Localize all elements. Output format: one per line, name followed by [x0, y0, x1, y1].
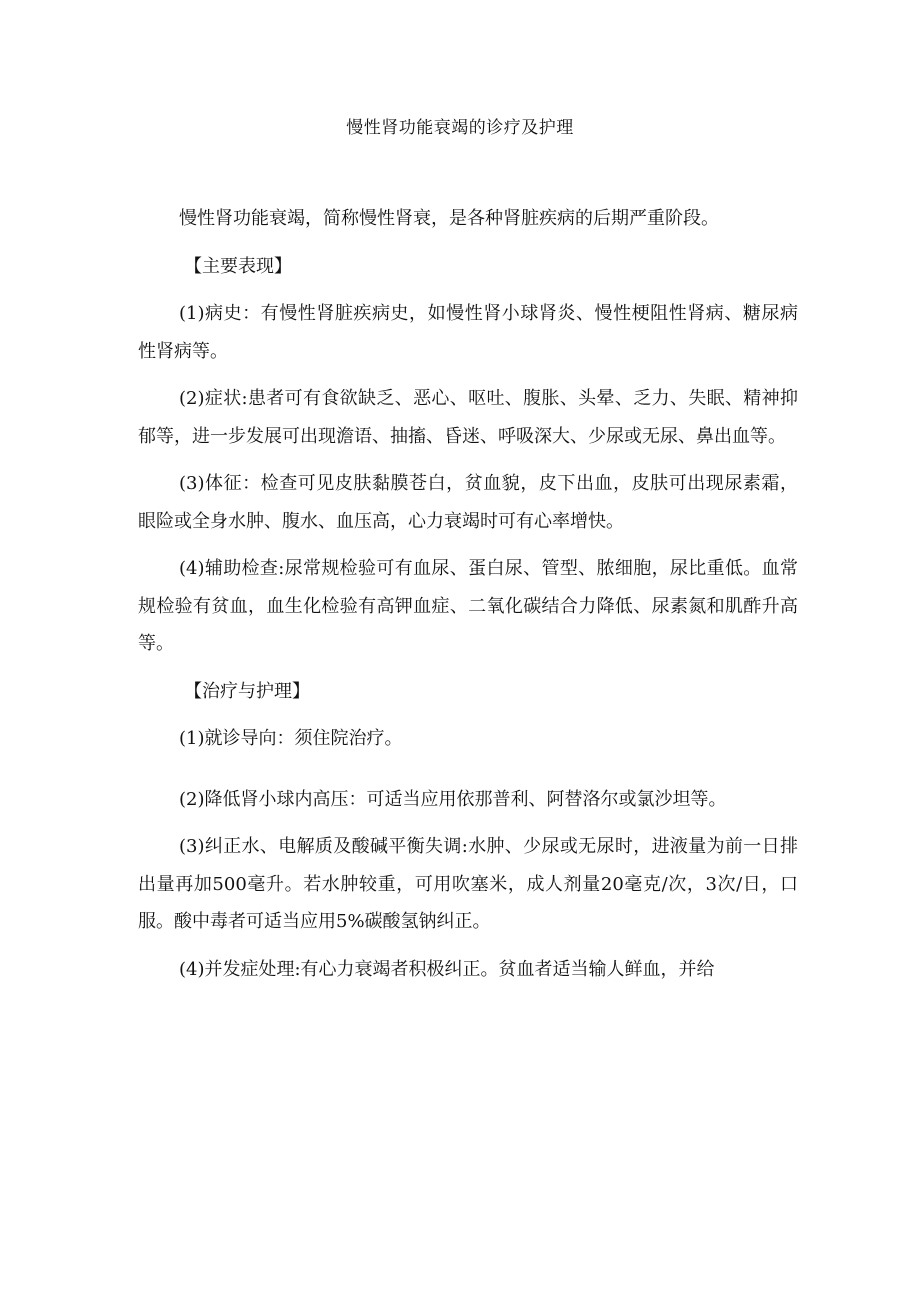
paragraph-history: (1)病史：有慢性肾脏疾病史，如慢性肾小球肾炎、慢性梗阻性肾病、糖尿病性肾病等。 [138, 303, 798, 362]
paragraph-signs: (3)体征：检查可见皮肤黏膜苍白，贫血貌，皮下出血，皮肤可出现尿素霜，眼险或全身水肿、腹水、血压高，心力衰竭时可有心率增快。 [138, 473, 798, 532]
paragraph-symptoms: (2)症状:患者可有食欲缺乏、恶心、呕吐、腹胀、头晕、乏力、失眠、精神抑郁等，进一步发展可出现澹语、抽搐、昏迷、呼吸深大、少尿或无尿、鼻出血等。 [138, 388, 798, 447]
paragraph-lower-pressure: (2)降低肾小球内高压：可适当应用依那普利、阿替洛尔或氯沙坦等。 [179, 788, 727, 810]
document-title: 慢性肾功能衰竭的诊疗及护理 [346, 118, 574, 138]
section-heading-main-manifestations: 【主要表现】 [184, 255, 292, 277]
paragraph-auxiliary-exam: (4)辅助检查:尿常规检验可有血尿、蛋白尿、管型、脓细胞，尿比重低。血常规检验有贫血，血生化检验有高钾血症、二氧化碳结合力降低、尿素氮和肌酢升高等。 [138, 558, 798, 654]
paragraph-fluid-electrolyte: (3)纠正水、电解质及酸碱平衡失调:水肿、少尿或无尿时，进液量为前一日排出量再加500毫升。若水肿较重，可用吹塞米，成人剂量20毫克/次，3次/日，口服。酸中毒者可适当应用5%碳酸氢钠纠正。 [138, 836, 798, 932]
paragraph-visit-guidance: (1)就诊导向：须住院治疗。 [179, 728, 403, 749]
paragraph-intro: 慢性肾功能衰竭，简称慢性肾衰，是各种肾脏疾病的后期严重阶段。 [179, 208, 719, 229]
document-body [138, 200, 798, 998]
paragraph-complications: (4)并发症处理:有心力衰竭者积极纠正。贫血者适当输人鲜血，并给 [179, 958, 715, 980]
section-heading-treatment-nursing: 【治疗与护理】 [184, 680, 310, 702]
